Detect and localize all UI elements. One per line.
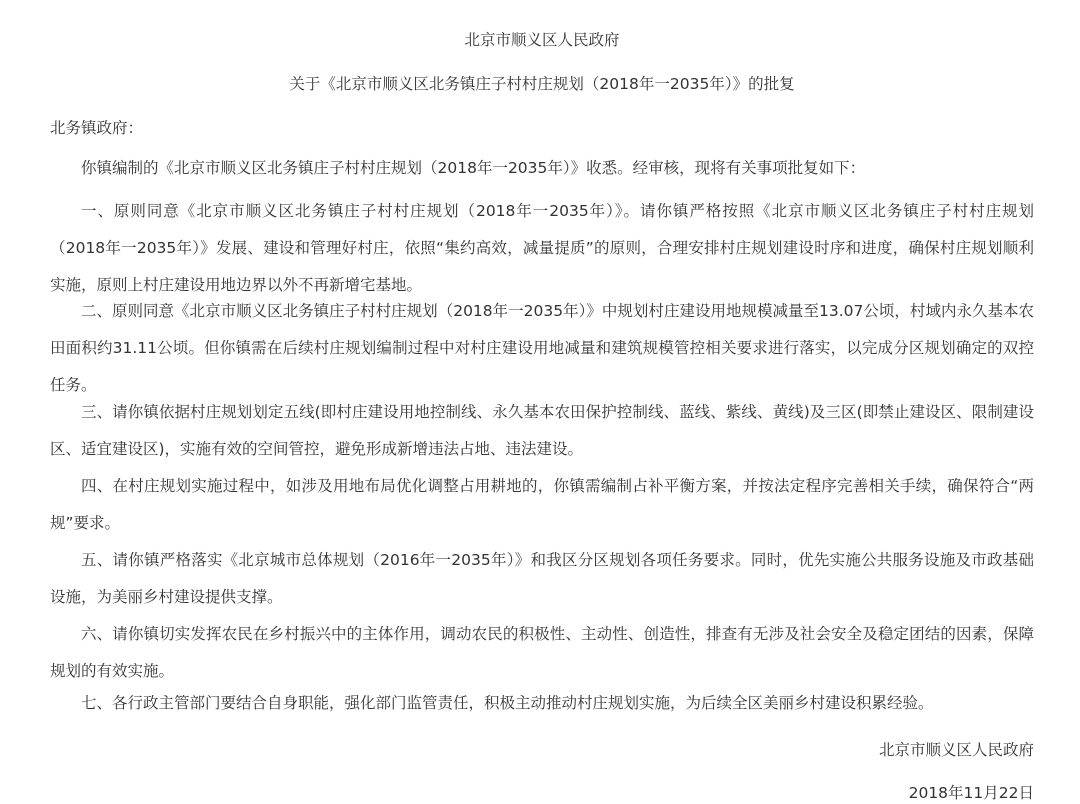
- paragraph-3: 三、请你镇依据村庄规划划定五线(即村庄建设用地控制线、永久基本农田保护控制线、蓝线、紫线、黄线)及三区(即禁止建设区、限制建设区、适宜建设区)，实施有效的空间管控，避免形成新增违法占地、违法建设。: [50, 403, 1034, 458]
- paragraph-7: 七、各行政主管部门要结合自身职能，强化部门监管责任，积极主动推动村庄规划实施，为后续全区美丽乡村建设积累经验。: [81, 694, 934, 712]
- paragraph-6: 六、请你镇切实发挥农民在乡村振兴中的主体作用，调动农民的积极性、主动性、创造性，排查有无涉及社会安全及稳定团结的因素，保障规划的有效实施。: [50, 625, 1034, 680]
- header-issuer: 北京市顺义区人民政府: [464, 31, 620, 49]
- paragraph-5: 五、请你镇严格落实《北京城市总体规划（2016年一2035年）》和我区分区规划各项任务要求。同时，优先实施公共服务设施及市政基础设施，为美丽乡村建设提供支撑。: [50, 551, 1034, 606]
- document-title: 关于《北京市顺义区北务镇庄子村村庄规划（2018年一2035年）》的批复: [289, 75, 795, 93]
- paragraph-intro: 你镇编制的《北京市顺义区北务镇庄子村村庄规划（2018年一2035年）》收悉。经审核，现将有关事项批复如下：: [81, 159, 866, 177]
- paragraph-2: 二、原则同意《北京市顺义区北务镇庄子村村庄规划（2018年一2035年）》中规划村庄建设用地规模减量至13.07公顷，村域内永久基本农田面积约31.11公顷。但你镇需在后续村庄规划编制过程中对村庄建设用地减量和建筑规模管控相关要求进行落实，以完成分区规划确定的双控任务。: [50, 302, 1034, 394]
- signature-issuer: 北京市顺义区人民政府: [878, 741, 1034, 759]
- addressee: 北务镇政府：: [50, 119, 144, 137]
- paragraph-1: 一、原则同意《北京市顺义区北务镇庄子村村庄规划（2018年一2035年）》。请你镇严格按照《北京市顺义区北务镇庄子村村庄规划（2018年一2035年）》发展、建设和管理好村庄，依照“集约高效，减量提质”的原则，合理安排村庄规划建设时序和进度，确保村庄规划顺利实施，原则上村庄建设用地边界以外不再新增宅基地。: [50, 202, 1034, 294]
- paragraph-4: 四、在村庄规划实施过程中，如涉及用地布局优化调整占用耕地的，你镇需编制占补平衡方案，并按法定程序完善相关手续，确保符合“两规”要求。: [50, 477, 1034, 532]
- signature-date: 2018年11月22日: [908, 784, 1034, 802]
